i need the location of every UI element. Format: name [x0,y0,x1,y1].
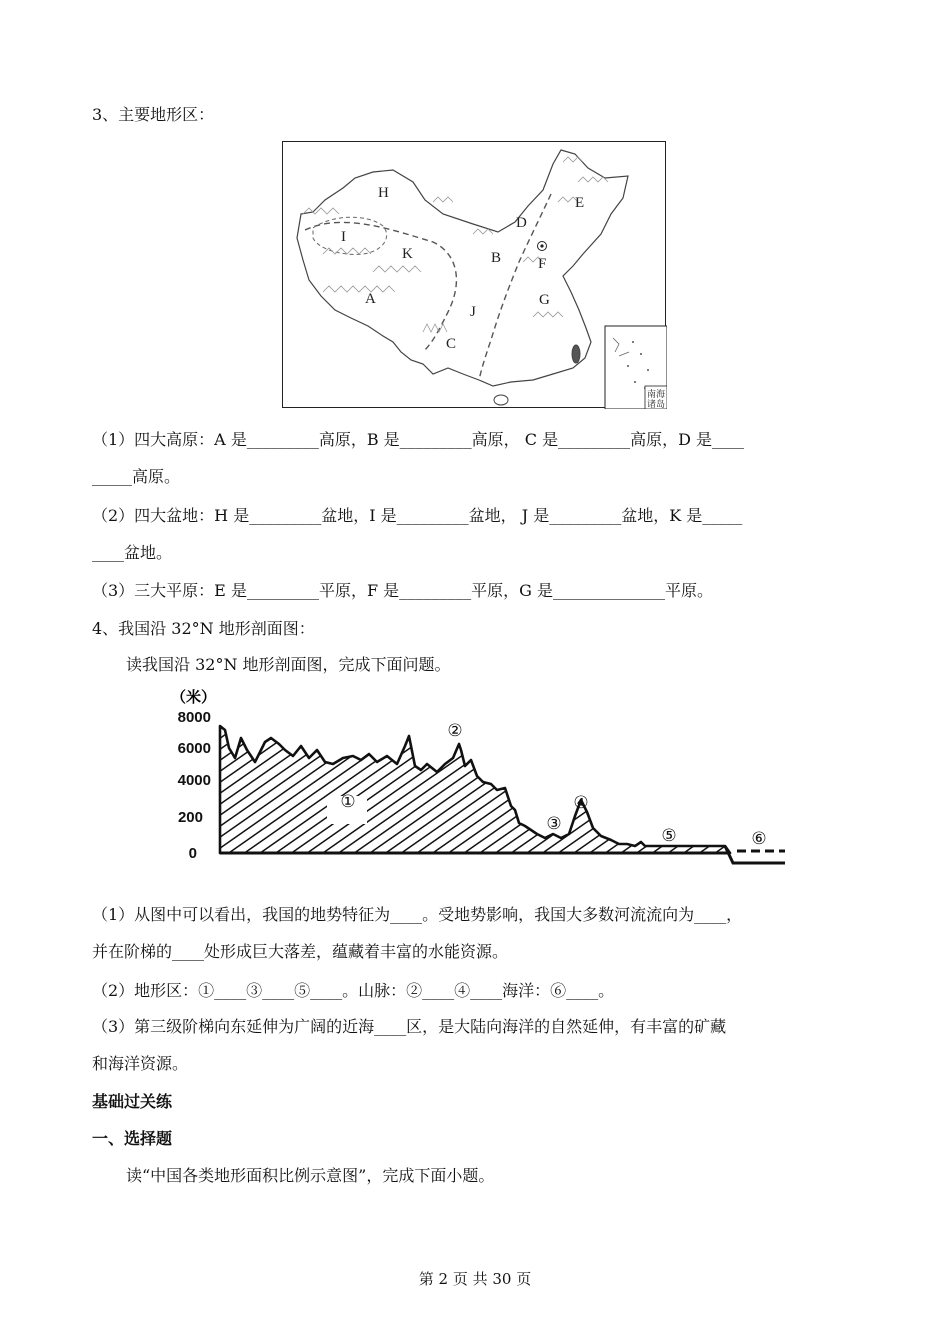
section3-q3-line1: （3）三大平原：E 是_________平原，F 是_________平原，G 是______________平原。 [92,581,714,600]
page-footer: 第 2 页 共 30 页 [418,1270,532,1288]
inset-caption-1: 南海 [647,390,666,400]
south-china-sea-inset [605,326,667,409]
inset-caption-2: 诸岛 [647,400,666,409]
profile-marker-5: ⑤ [661,826,677,846]
region-label-j: J [470,304,476,320]
china-terrain-map [282,141,666,408]
section3-q1-line1: （1）四大高原：A 是_________高原，B 是_________高原， C 是_________高原，D 是____ [92,430,744,449]
region-label-h: H [378,185,389,201]
section4-intro: 读我国沿 32°N 地形剖面图，完成下面问题。 [126,655,451,674]
region-label-d: D [516,215,527,231]
profile-marker-3: ③ [546,814,562,834]
profile-tick-0: 0 [188,845,197,862]
profile-marker-6: ⑥ [751,829,767,849]
section4-q3-line2: 和海洋资源。 [92,1054,189,1073]
section4-heading: 4、我国沿 32°N 地形剖面图： [92,619,315,638]
terrain-profile-figure [165,688,790,873]
region-label-e: E [575,195,585,211]
profile-tick-4000: 4000 [177,772,211,789]
region-label-a: A [365,291,376,307]
region-label-g: G [539,292,550,308]
section3-q2-line1: （2）四大盆地：H 是_________盆地，I 是_________盆地， J 是_________盆地，K 是_____ [92,506,743,525]
section4-q1-line2: 并在阶梯的____处形成巨大落差，蕴藏着丰富的水能资源。 [92,942,509,961]
profile-tick-6000: 6000 [177,740,211,757]
section3-q1-line2: _____高原。 [92,467,181,486]
profile-marker-1: ① [340,792,356,812]
region-label-f: F [538,256,547,272]
region-label-b: B [491,250,502,266]
region-label-k: K [402,246,413,262]
profile-tick-200: 200 [177,809,203,826]
profile-tick-8000: 8000 [177,709,211,726]
taiwan-island [572,345,580,363]
section4-q2-line1: （2）地形区：①____③____⑤____。山脉：②____④____海洋：⑥____。 [92,981,615,1000]
profile-unit-label: （米） [171,688,217,706]
profile-marker-4: ④ [573,793,589,813]
section4-q3-line1: （3）第三级阶梯向东延伸为广阔的近海____区，是大陆向海洋的自然延伸，有丰富的矿藏 [92,1017,727,1036]
practice-title: 基础过关练 [92,1092,173,1111]
hainan-island [494,395,508,405]
region-label-i: I [341,229,346,245]
practice-subtitle: 一、选择题 [92,1129,173,1148]
section4-q1-line1: （1）从图中可以看出，我国的地势特征为____。受地势影响，我国大多数河流流向为____， [92,905,743,924]
profile-terrain [220,726,730,853]
section3-heading: 3、主要地形区： [92,105,215,124]
region-label-c: C [446,336,457,352]
profile-marker-2: ② [447,721,463,741]
practice-intro: 读“中国各类地形面积比例示意图”，完成下面小题。 [126,1166,495,1185]
section3-q2-line2: ____盆地。 [92,543,173,562]
